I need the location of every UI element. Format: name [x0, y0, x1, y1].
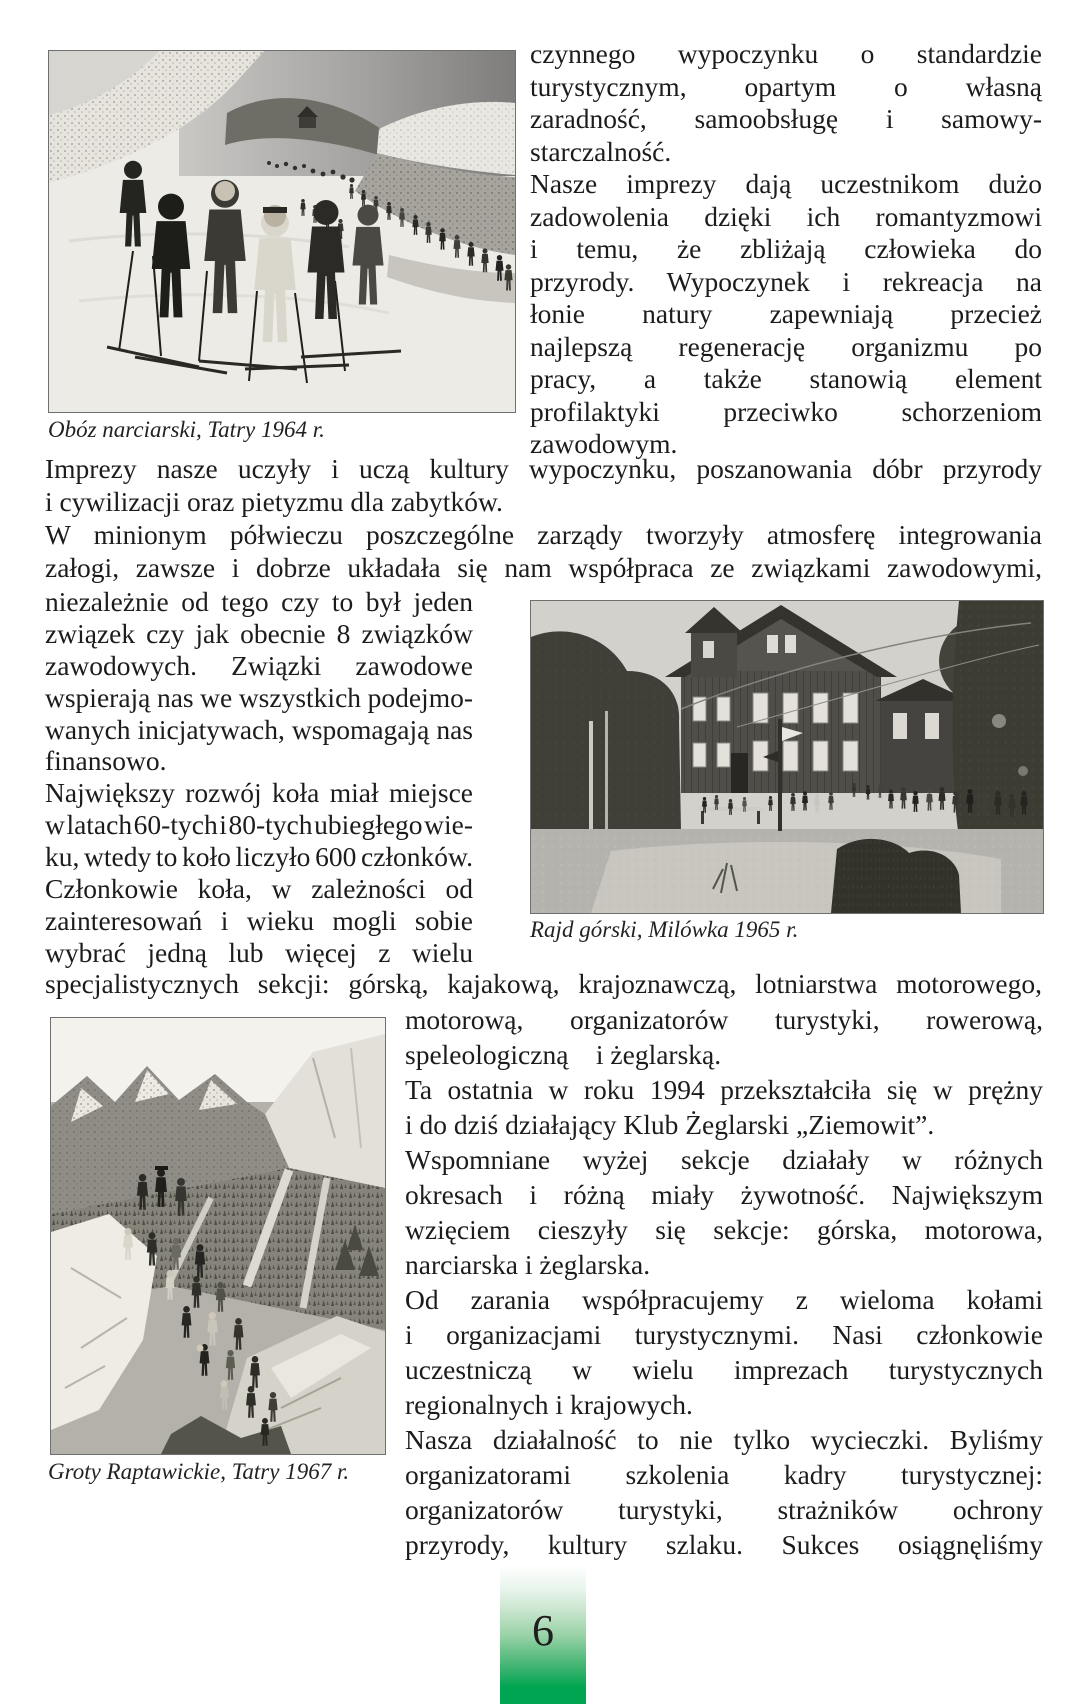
paragraph-full-width-2: specjalistycznych sekcji: górską, kajakową, krajoznawczą, lotniarstwa motorowego, — [45, 968, 1042, 999]
page-number: 6 — [532, 1606, 554, 1655]
paragraph-full-width-1: Imprezy nasze uczyły i uczą kultury wypoczynku, poszanowania dóbr przyrody i cywilizacji oraz pietyzmu dla zabytków. W minionym półwieczu poszczególne zarządy tworzyły atmosferę integrowania załogi, zawsze i dobrze układała się nam współpraca ze związkami zawodowymi, — [45, 453, 1042, 583]
grotto-hikers-photo-art — [51, 1018, 385, 1454]
ski-camp-photo — [48, 50, 516, 413]
paragraph-mid-left: niezależnie od tego czy to był jeden związek czy jak obecnie 8 związków zawodowych. Związki zawodowe wspierają nas we wszystkich podejmo- wanych inicjatywach, wspomagają nas finansowo. Największy rozwój koła miał miejsce w latach 60-tych i 80-tych ubiegłego wie- ku, wtedy to koło liczyło 600 członków. Członkowie koła, w zależności od zainteresowań i wieku mogli sobie wybrać jedną lub więcej z wielu — [45, 586, 473, 968]
paragraph-bottom-right: motorową, organizatorów turystyki, rowerową, speleologiczną i żeglarską. Ta ostatnia w roku 1994 przekształciła się w prężny i do dziś działający Klub Żeglarski „Ziemowit”. Wspomniane wyżej sekcje działały w różnych okresach i różną miały żywotność. Największym wzięciem cieszyły się sekcje: górska, motorowa, narciarska i żeglarska. Od zarania współpracujemy z wieloma kołami i organizacjami turystycznymi. Nasi członkowie uczestniczą w wielu imprezach turystycznych regionalnych i krajowych. Nasza działalność to nie tylko wycieczki. Byliśmy organizatorami szkolenia kadry turystycznej: organizatorów turystyki, strażników ochrony przyrody, kultury szlaku. Sukces osiągnęliśmy — [405, 1004, 1043, 1560]
photo-caption-grotto: Groty Raptawickie, Tatry 1967 r. — [48, 1459, 350, 1484]
photo-caption-ski: Obóz narciarski, Tatry 1964 r. — [48, 417, 325, 442]
photo-caption-rally: Rajd górski, Milówka 1965 r. — [530, 917, 799, 942]
mountain-rally-photo — [530, 600, 1044, 914]
grotto-hikers-photo — [50, 1017, 386, 1455]
ski-camp-photo-art — [49, 51, 515, 412]
page-number-box — [500, 1565, 586, 1704]
mountain-rally-photo-art — [531, 601, 1043, 913]
paragraph-top-right: czynnego wypoczynku o standardzie turystycznym, opartym o własną zaradność, samoobsługę i samowy- starczalność. Nasze imprezy dają uczestnikom dużo zadowolenia dzięki ich romantyzmowi i temu, że zbliżają człowieka do przyrody. Wypoczynek i rekreacja na łonie natury zapewniają przecież najlepszą regenerację organizmu po pracy, a także stanowią element profilaktyki przeciwko schorzeniom zawodowym. — [530, 38, 1042, 459]
